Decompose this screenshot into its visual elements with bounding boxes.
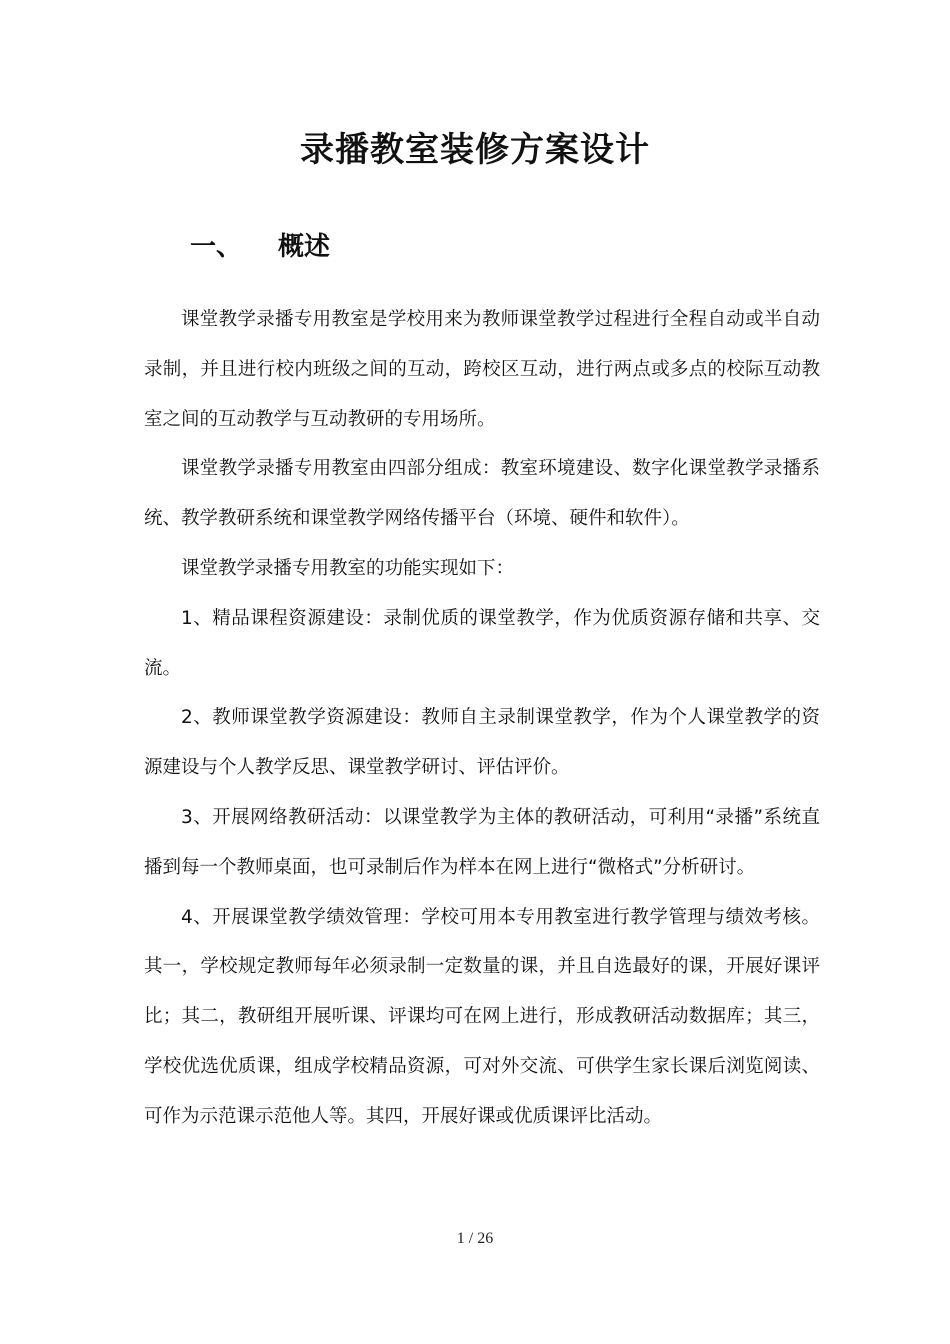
document-title: 录播教室装修方案设计 [300, 130, 650, 170]
document-body [144, 295, 820, 1142]
paragraph-intro: 课堂教学录播专用教室是学校用来为教师课堂教学过程进行全程自动或半自动录制，并且进行校内班级之间的互动，跨校区互动，进行两点或多点的校际互动教室之间的互动教学与互动教研的专用场所。 [144, 309, 820, 430]
paragraph-composition: 课堂教学录播专用教室由四部分组成：教室环境建设、数字化课堂教学录播系统、教学教研系统和课堂教学网络传播平台（环境、硬件和软件）。 [144, 458, 820, 530]
paragraph-function-3: 3、开展网络教研活动：以课堂教学为主体的教研活动，可利用“录播”系统直播到每一个教师桌面，也可录制后作为样本在网上进行“微格式”分析研讨。 [144, 806, 820, 878]
section-heading [190, 226, 330, 263]
paragraph-function-1: 1、精品课程资源建设：录制优质的课堂教学，作为优质资源存储和共享、交流。 [144, 607, 820, 679]
page-number: 1 / 26 [456, 1230, 494, 1247]
paragraph-functions-lead: 课堂教学录播专用教室的功能实现如下： [181, 557, 515, 579]
paragraph-function-4: 4、开展课堂教学绩效管理：学校可用本专用教室进行教学管理与绩效考核。其一，学校规定教师每年必须录制一定数量的课，并且自选最好的课，开展好课评比；其二，教研组开展听课、评课均可在网上进行，形成教研活动数据库；其三，学校优选优质课，组成学校精品资源，可对外交流、可供学生家长课后浏览阅读、可作为示范课示范他人等。其四，开展好课或优质课评比活动。 [144, 906, 820, 1127]
paragraph-function-2: 2、教师课堂教学资源建设：教师自主录制课堂教学，作为个人课堂教学的资源建设与个人教学反思、课堂教学研讨、评估评价。 [144, 707, 820, 779]
section-number: 一、 [190, 232, 243, 262]
section-heading-text: 概述 [278, 232, 331, 262]
